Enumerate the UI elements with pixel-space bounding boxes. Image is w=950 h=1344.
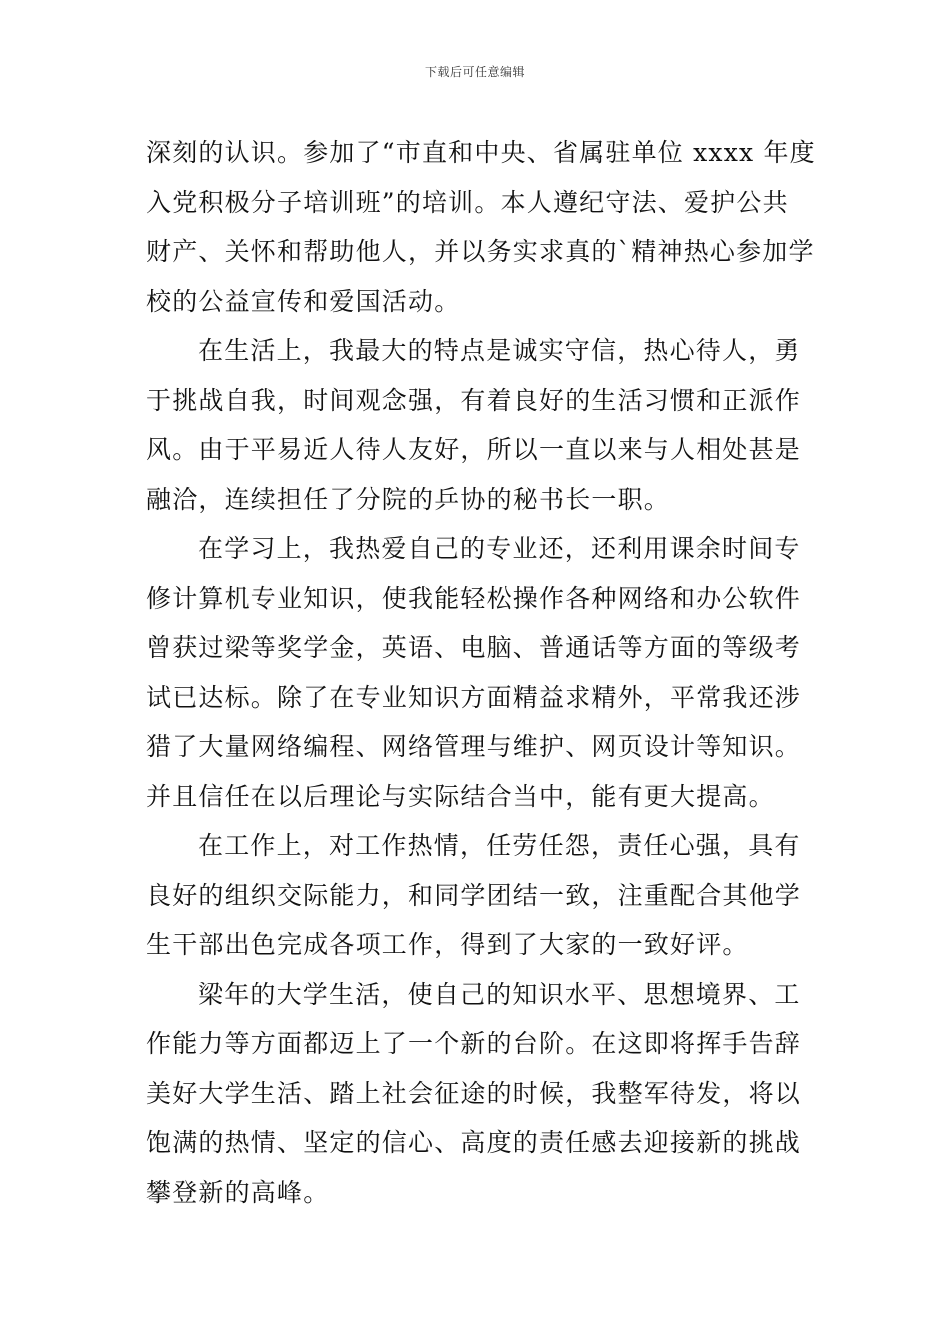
paragraph-line: 在工作上，对工作热情，任劳任怨，责任心强，具有 [198, 831, 801, 860]
paragraph-1 [146, 128, 816, 326]
paragraph-line: 曾获过梁等奖学金，英语、电脑、普通话等方面的等级考 [146, 633, 802, 662]
paragraph-line: 美好大学生活、踏上社会征途的时候，我整军待发，将以 [146, 1078, 802, 1108]
paragraph-line: 校的公益宣传和爱国活动。 [146, 286, 461, 316]
paragraph-line: 作能力等方面都迈上了一个新的台阶。在这即将挥手告辞 [146, 1029, 802, 1058]
paragraph-line: 在生活上，我最大的特点是诚实守信，热心待人，勇 [198, 336, 801, 365]
paragraph-3 [146, 524, 808, 821]
paragraph-line: 深刻的认识。参加了“市直和中央、省属驻单位 xxxx 年度 [146, 138, 816, 167]
paragraph-5 [146, 970, 808, 1218]
paragraph-2 [146, 326, 808, 524]
paragraph-line: 在学习上，我热爱自己的专业还，还利用课余时间专 [198, 534, 801, 563]
paragraph-line: 攀登新的高峰。 [146, 1177, 330, 1207]
document-body [146, 128, 816, 1217]
paragraph-line: 猎了大量网络编程、网络管理与维护、网页设计等知识。 [146, 732, 802, 761]
paragraph-line: 生干部出色完成各项工作，得到了大家的一致好评。 [146, 930, 749, 959]
paragraph-line: 入党积极分子培训班”的培训。本人遵纪守法、爱护公共 [146, 187, 789, 217]
paragraph-line: 梁年的大学生活，使自己的知识水平、思想境界、工 [198, 979, 801, 1009]
paragraph-line: 于挑战自我，时间观念强，有着良好的生活习惯和正派作 [146, 385, 802, 415]
page-header-note: 下载后可任意编辑 [424, 65, 525, 79]
paragraph-line: 融洽，连续担任了分院的乒协的秘书长一职。 [146, 484, 671, 514]
paragraph-line: 并且信任在以后理论与实际结合当中，能有更大提高。 [146, 781, 775, 811]
paragraph-line: 试已达标。除了在专业知识方面精益求精外，平常我还涉 [146, 682, 802, 712]
paragraph-line: 风。由于平易近人待人友好，所以一直以来与人相处甚是 [146, 435, 802, 464]
paragraph-line: 饱满的热情、坚定的信心、高度的责任感去迎接新的挑战 [146, 1128, 802, 1157]
paragraph-line: 良好的组织交际能力，和同学团结一致，注重配合其他学 [146, 880, 802, 910]
paragraph-4 [146, 821, 808, 970]
paragraph-line: 修计算机专业知识，使我能轻松操作各种网络和办公软件 [146, 583, 802, 613]
paragraph-line: 财产、关怀和帮助他人，并以务实求真的`精神热心参加学 [146, 237, 815, 266]
